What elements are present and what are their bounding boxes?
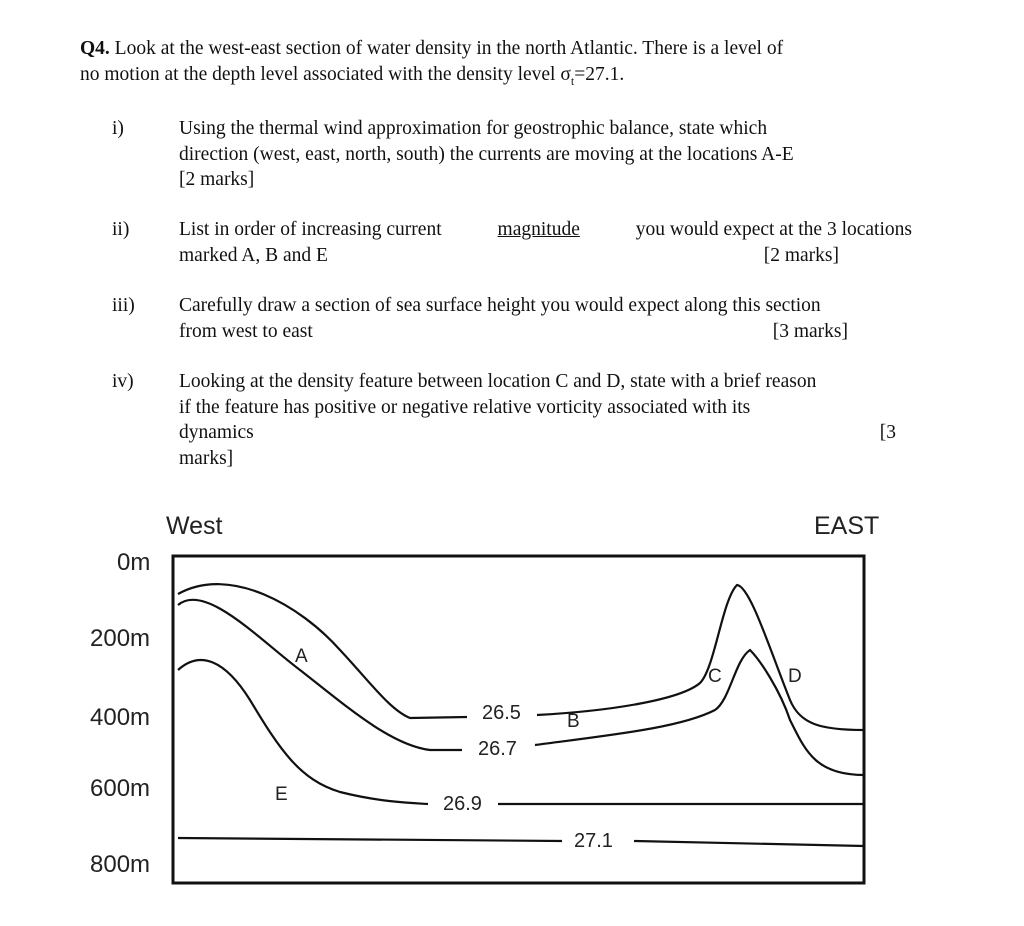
part-marks: marks] xyxy=(179,447,234,469)
part-text: marked A, B and E xyxy=(179,244,328,266)
part-text: you would expect at the 3 locations xyxy=(635,219,912,240)
y-tick-label: 0m xyxy=(117,549,151,576)
part-text: dynamics xyxy=(179,422,254,443)
y-tick-label: 200m xyxy=(90,625,151,652)
isopycnal-26.9-left xyxy=(178,660,428,804)
part-marks: [2 marks] xyxy=(179,169,255,190)
east-label: EAST xyxy=(814,512,880,540)
isopycnal-26.5-left xyxy=(178,584,467,718)
part-number: iv) xyxy=(112,371,134,392)
y-tick-label: 800m xyxy=(90,851,151,878)
location-label: E xyxy=(275,784,288,805)
part-text: Carefully draw a section of sea surface height you would expect along this section xyxy=(179,295,821,316)
sigma-subscript: t xyxy=(570,73,575,88)
part-marks: [3 marks] xyxy=(772,320,848,342)
intro-line2: no motion at the depth level associated with the density level σ xyxy=(80,64,571,85)
part-text: if the feature has positive or negative relative vorticity associated with its xyxy=(179,396,751,418)
location-label: D xyxy=(788,666,802,687)
density-section-chart xyxy=(0,500,1024,926)
isopycnal-27.1-left xyxy=(178,838,562,841)
intro-line2-end: =27.1. xyxy=(574,64,625,85)
part-text: from west to east xyxy=(179,320,313,342)
part-text: direction (west, east, north, south) the currents are moving at the locations A-E xyxy=(179,143,794,165)
location-label: B xyxy=(567,711,580,732)
part-number: ii) xyxy=(112,219,130,240)
west-label: West xyxy=(166,512,223,540)
isopycnal-26.5-right xyxy=(537,585,864,730)
part-number: i) xyxy=(112,118,124,139)
part-marks: [2 marks] xyxy=(763,244,839,266)
part-text: List in order of increasing current xyxy=(179,219,442,240)
location-label: C xyxy=(708,666,722,687)
y-tick-label: 600m xyxy=(90,775,151,802)
part-text: Looking at the density feature between location C and D, state with a brief reason xyxy=(179,371,817,392)
isopycnal-26.7-right xyxy=(535,650,864,775)
part-number: iii) xyxy=(112,295,135,316)
question-label: Q4. xyxy=(80,38,110,59)
isopycnal-label: 26.9 xyxy=(443,793,482,815)
y-tick-label: 400m xyxy=(90,704,151,731)
part-text: Using the thermal wind approximation for geostrophic balance, state which xyxy=(179,118,768,139)
question-intro xyxy=(80,36,920,94)
intro-line1: Look at the west-east section of water density in the north Atlantic. There is a level of xyxy=(114,38,784,59)
location-label: A xyxy=(295,646,308,667)
isopycnal-26.7-left xyxy=(178,600,462,750)
isopycnal-label: 26.7 xyxy=(478,738,517,760)
isopycnal-label: 27.1 xyxy=(574,830,613,852)
part-marks: [3 xyxy=(879,422,896,443)
isopycnal-label: 26.5 xyxy=(482,702,521,724)
underlined-word: magnitude xyxy=(497,219,580,240)
isopycnal-27.1-right xyxy=(634,841,864,846)
